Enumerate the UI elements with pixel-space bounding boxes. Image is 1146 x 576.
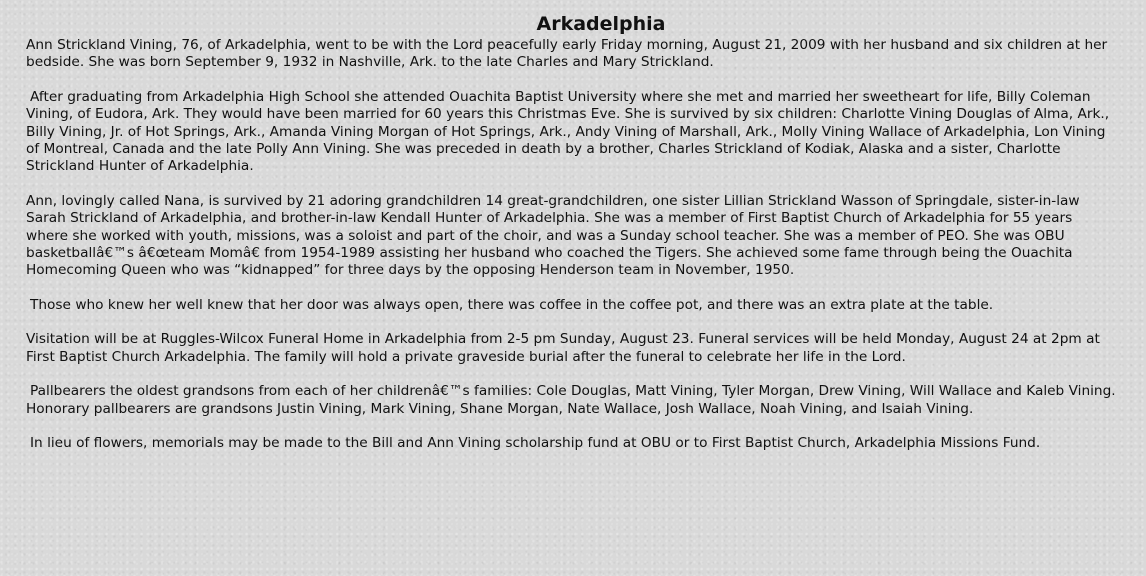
page-title: Arkadelphia	[536, 13, 666, 35]
paragraph-open-door: Those who knew her well knew that her door was always open, there was coffee in the coffee pot, and there was an extra plate at the table.	[30, 296, 994, 313]
paragraph-visitation: Visitation will be at Ruggles-Wilcox Funeral Home in Arkadelphia from 2-5 pm Sunday, August 23. Funeral services will be held Monday, August 24 at 2pm at First Baptist Church Arkadelphia. The family will hold a private graveside burial after the funeral to celebrate her life in the Lord.	[26, 331, 1100, 365]
paragraph-pallbearers: Pallbearers the oldest grandsons from each of her childrenâ€™s families: Cole Douglas, Matt Vining, Tyler Morgan, Drew Vining, Will Wallace and Kaleb Vining. Honorary pallbearers are grandsons Justin Vining, Mark Vining, Shane Morgan, Nate Wallace, Josh Wallace, Noah Vining, and Isaiah Vining.	[26, 383, 1116, 417]
paragraph-memorials: In lieu of flowers, memorials may be made to the Bill and Ann Vining scholarship fund at OBU or to First Baptist Church, Arkadelphia Missions Fund.	[30, 434, 1041, 451]
paragraph-family: After graduating from Arkadelphia High School she attended Ouachita Baptist University where she met and married her sweetheart for life, Billy Coleman Vining, of Eudora, Ark. They would have been married for 60 years this Christmas Eve. She is survived by six children: Charlotte Vining Douglas of Alma, Ark., Billy Vining, Jr. of Hot Springs, Ark., Amanda Vining Morgan of Hot Springs, Ark., Andy Vining of Marshall, Ark., Molly Vining Wallace of Arkadelphia, Lon Vining of Montreal, Canada and the late Polly Ann Vining. She was preceded in death by a brother, Charles Strickland of Kodiak, Alaska and a sister, Charlotte Strickland Hunter of Arkadelphia.	[26, 88, 1110, 175]
paragraph-intro: Ann Strickland Vining, 76, of Arkadelphia, went to be with the Lord peacefully early Friday morning, August 21, 2009 with her husband and six children at her bedside. She was born September 9, 1932 in Nashville, Ark. to the late Charles and Mary Strickland.	[26, 37, 1108, 71]
paragraph-survivors: Ann, lovingly called Nana, is survived by 21 adoring grandchildren 14 great-grandchildren, one sister Lillian Strickland Wasson of Springdale, sister-in-law Sarah Strickland of Arkadelphia, and brother-in-law Kendall Hunter of Arkadelphia. She was a member of First Baptist Church of Arkadelphia for 55 years where she worked with youth, missions, was a soloist and part of the choir, and was a Sunday school teacher. She was a member of PEO. She was OBU basketballâ€™s â€œteam Momâ€ from 1954-1989 assisting her husband who coached the Tigers. She achieved some fame through being the Ouachita Homecoming Queen who was “kidnapped” for three days by the opposing Henderson team in November, 1950.	[26, 192, 1080, 279]
